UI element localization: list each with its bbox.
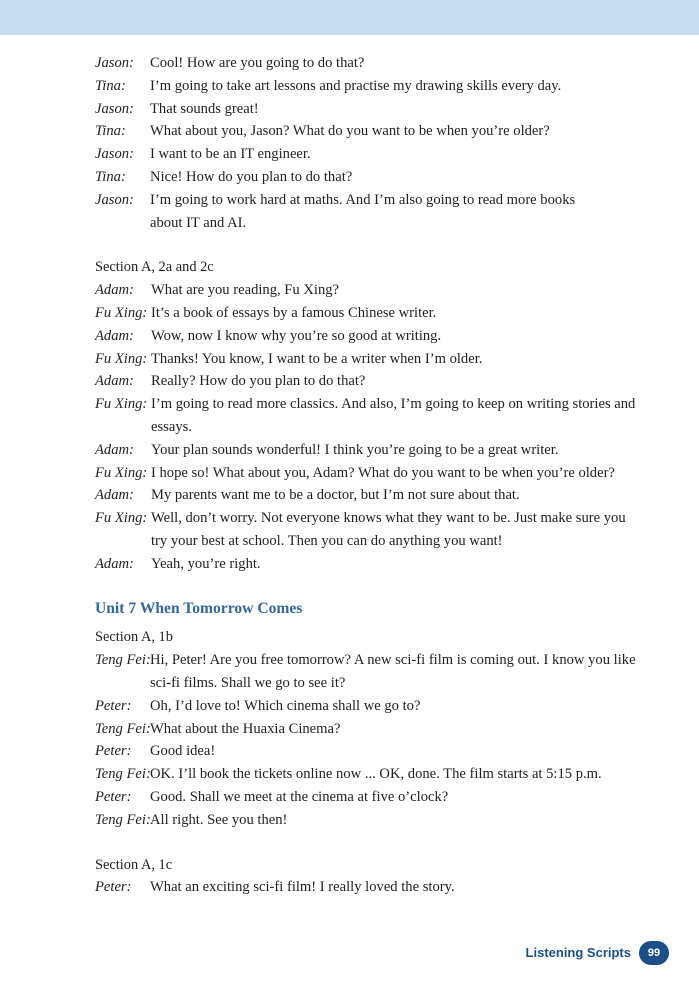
speech-text: Cool! How are you going to do that?	[150, 55, 365, 71]
dialogue-line	[95, 718, 655, 741]
speaker-name: Jason:	[95, 146, 134, 163]
dialogue-line	[95, 143, 655, 166]
dialogue-line	[95, 530, 655, 553]
dialogue-line	[95, 348, 655, 371]
dialogue-line	[95, 672, 655, 695]
speaker-name: Adam:	[95, 327, 134, 344]
dialogue-line	[95, 763, 655, 786]
speech-text: Really? How do you plan to do that?	[151, 373, 366, 390]
dialogue-line	[95, 439, 655, 462]
speaker-name: Teng Fei:	[95, 652, 151, 669]
speech-text: try your best at school. Then you can do anything you want!	[151, 532, 503, 549]
dialogue-tengfei-peter	[95, 649, 655, 831]
speaker-name: Peter:	[95, 697, 132, 714]
dialogue-peter	[95, 876, 655, 899]
dialogue-line	[95, 212, 655, 235]
dialogue-line	[95, 279, 655, 302]
speaker-name: Adam:	[95, 555, 134, 572]
speech-text: I’m going to read more classics. And also, I’m going to keep on writing stories and	[151, 396, 636, 413]
speaker-name: Fu Xing:	[95, 396, 148, 413]
speaker-name: Jason:	[95, 191, 134, 208]
dialogue-line	[95, 809, 655, 832]
speech-text: Wow, now I know why you’re so good at writing.	[151, 327, 442, 344]
dialogue-line	[95, 302, 655, 325]
speaker-name: Fu Xing:	[95, 304, 148, 321]
listening-scripts-content	[95, 52, 655, 899]
speech-text: I’m going to work hard at maths. And I’m also going to read more books	[150, 191, 576, 208]
speech-text: essays.	[151, 418, 192, 435]
speaker-name: Tina:	[95, 123, 126, 140]
section-heading-1c: Section A, 1c	[95, 856, 173, 873]
dialogue-line	[95, 484, 655, 507]
dialogue-line	[95, 120, 655, 143]
dialogue-line	[95, 507, 655, 530]
speaker-name: Adam:	[95, 487, 134, 504]
speaker-name: Teng Fei:	[95, 811, 151, 828]
top-color-band	[0, 0, 699, 35]
dialogue-jason-tina	[95, 52, 655, 234]
dialogue-adam-fuxing	[95, 279, 655, 575]
speaker-name: Fu Xing:	[95, 350, 148, 367]
speech-text: That sounds great!	[150, 100, 259, 117]
dialogue-line	[95, 75, 655, 98]
speech-text: sci-fi films. Shall we go to see it?	[150, 674, 346, 691]
speech-text: OK. I’ll book the tickets online now ... OK, done. The film starts at 5:15 p.m.	[150, 766, 602, 783]
speech-text: Good. Shall we meet at the cinema at five o’clock?	[150, 788, 449, 805]
dialogue-line	[95, 98, 655, 121]
dialogue-line	[95, 52, 655, 75]
speech-text: All right. See you then!	[150, 811, 288, 828]
speech-text: Oh, I’d love to! Which cinema shall we go to?	[150, 697, 421, 714]
speaker-name: Peter:	[95, 788, 132, 805]
speech-text: What an exciting sci-fi film! I really loved the story.	[150, 879, 455, 896]
speaker-name: Tina:	[95, 77, 126, 94]
speaker-name: Tina:	[95, 168, 126, 185]
footer-label: Listening Scripts	[525, 945, 631, 960]
speech-text: My parents want me to be a doctor, but I’m not sure about that.	[151, 487, 520, 504]
speech-text: Good idea!	[150, 743, 216, 760]
speech-text: Nice! How do you plan to do that?	[150, 168, 353, 185]
dialogue-line	[95, 462, 655, 485]
speech-text: about IT and AI.	[150, 214, 247, 231]
section-heading-1b: Section A, 1b	[95, 629, 173, 646]
speech-text: Well, don’t worry. Not everyone knows what they want to be. Just make sure you	[151, 510, 626, 527]
speech-text: I’m going to take art lessons and practise my drawing skills every day.	[150, 77, 562, 94]
speech-text: Thanks! You know, I want to be a writer when I’m older.	[151, 350, 483, 367]
dialogue-line	[95, 370, 655, 393]
speech-text: Your plan sounds wonderful! I think you’re going to be a great writer.	[151, 441, 559, 458]
speech-text: It’s a book of essays by a famous Chinese writer.	[151, 304, 437, 321]
speech-text: What about you, Jason? What do you want to be when you’re older?	[150, 123, 550, 140]
speaker-name: Adam:	[95, 441, 134, 458]
speaker-name: Peter:	[95, 879, 132, 896]
speech-text: I hope so! What about you, Adam? What do you want to be when you’re older?	[151, 464, 615, 481]
speech-text: Yeah, you’re right.	[151, 555, 261, 572]
speech-text: What are you reading, Fu Xing?	[151, 282, 340, 299]
dialogue-line	[95, 553, 655, 576]
speech-text: What about the Huaxia Cinema?	[150, 720, 341, 737]
dialogue-line	[95, 786, 655, 809]
speech-text: I want to be an IT engineer.	[150, 146, 311, 163]
dialogue-line	[95, 740, 655, 763]
dialogue-line	[95, 189, 655, 212]
dialogue-line	[95, 393, 655, 416]
speaker-name: Teng Fei:	[95, 766, 151, 783]
speaker-name: Jason:	[95, 55, 134, 71]
dialogue-line	[95, 649, 655, 672]
page-number-badge: 99	[639, 941, 669, 965]
dialogue-line	[95, 166, 655, 189]
dialogue-line	[95, 695, 655, 718]
section-heading-2a-2c: Section A, 2a and 2c	[95, 259, 214, 276]
speaker-name: Jason:	[95, 100, 134, 117]
page-footer	[526, 940, 669, 965]
speaker-name: Teng Fei:	[95, 720, 151, 737]
speech-text: Hi, Peter! Are you free tomorrow? A new sci-fi film is coming out. I know you like	[150, 652, 636, 669]
speaker-name: Fu Xing:	[95, 464, 148, 481]
dialogue-line	[95, 876, 655, 899]
speaker-name: Adam:	[95, 373, 134, 390]
speaker-name: Adam:	[95, 282, 134, 299]
speaker-name: Fu Xing:	[95, 510, 148, 527]
dialogue-line	[95, 325, 655, 348]
unit-title: Unit 7 When Tomorrow Comes	[95, 599, 303, 617]
dialogue-line	[95, 416, 655, 439]
speaker-name: Peter:	[95, 743, 132, 760]
